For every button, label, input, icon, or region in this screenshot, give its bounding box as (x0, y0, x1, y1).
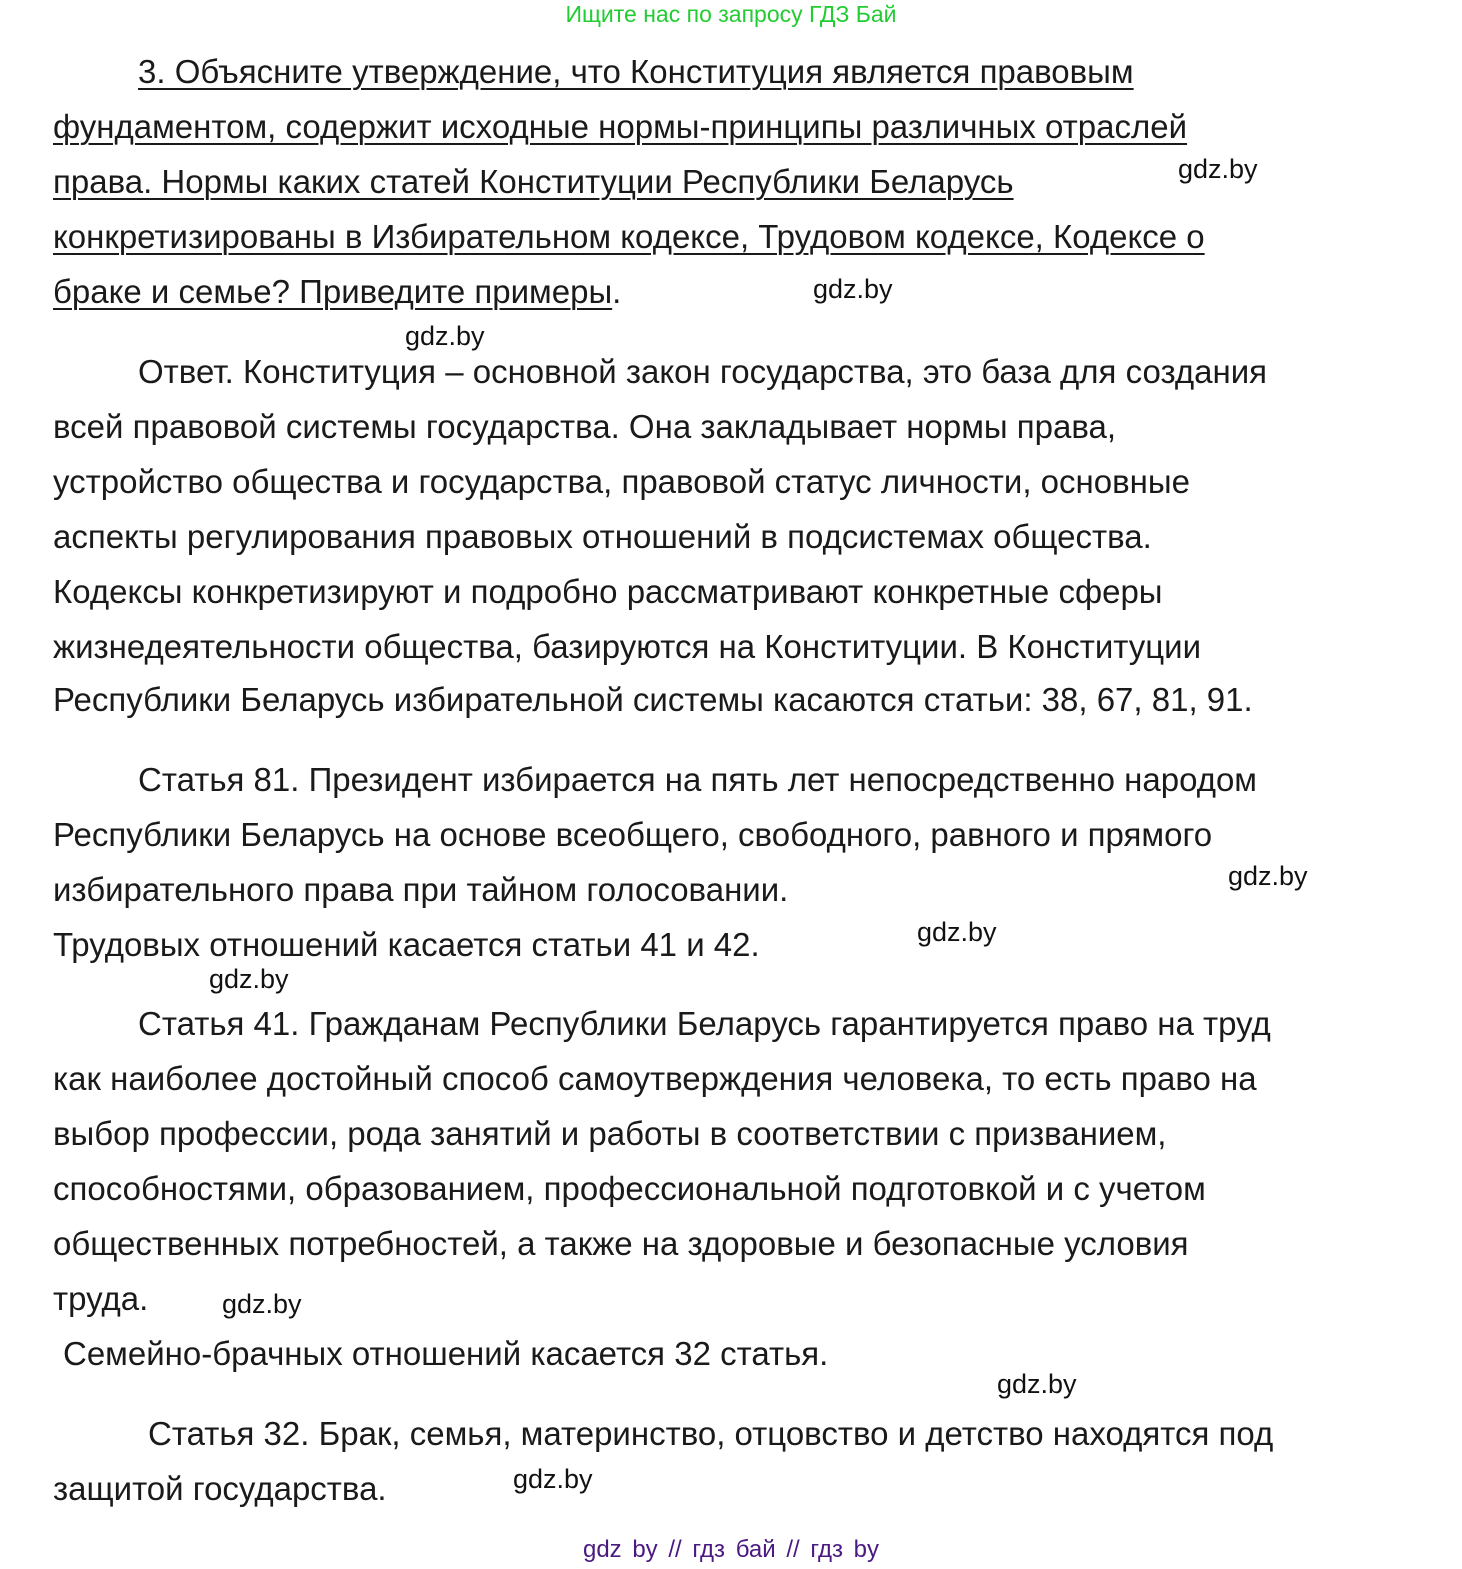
answer-line: аспекты регулирования правовых отношений в подсистемах общества. (53, 518, 1152, 555)
watermark: gdz.by (1228, 861, 1308, 891)
watermark: gdz.by (209, 964, 289, 994)
question-line (53, 272, 621, 312)
article41-line: труда. (53, 1280, 149, 1317)
watermark: gdz.by (405, 321, 485, 351)
article41-line: выбор профессии, рода занятий и работы в соответствии с призванием, (53, 1115, 1167, 1152)
watermark: gdz.by (513, 1464, 593, 1494)
watermark: gdz.by (997, 1369, 1077, 1399)
question-line: фундаментом, содержит исходные нормы-принципы различных отраслей (53, 108, 1188, 145)
article41-line: способностями, образованием, профессиональной подготовкой и с учетом (53, 1170, 1206, 1207)
article41-line: Статья 41. Гражданам Республики Беларусь гарантируется право на труд (138, 1005, 1271, 1042)
labor-intro: Трудовых отношений касается статьи 41 и 42. (53, 926, 760, 963)
question-line: 3. Объясните утверждение, что Конституция является правовым (138, 53, 1134, 90)
article32-line: защитой государства. (53, 1470, 387, 1507)
search-hint-header: Ищите нас по запросу ГДЗ Бай (565, 1, 897, 27)
watermark: gdz.by (1178, 154, 1258, 184)
article41-line: общественных потребностей, а также на здоровые и безопасные условия (53, 1225, 1189, 1262)
article32-line: Статья 32. Брак, семья, материнство, отцовство и детство находятся под (148, 1415, 1274, 1452)
family-intro: Семейно-брачных отношений касается 32 статья. (63, 1335, 829, 1372)
question-line: конкретизированы в Избирательном кодексе, Трудовом кодексе, Кодексе о (53, 218, 1205, 255)
footer-links: gdz by // гдз бай // гдз by (582, 1536, 880, 1563)
article41-line: как наиболее достойный способ самоутверждения человека, то есть право на (53, 1060, 1257, 1097)
answer-line: Ответ. Конституция – основной закон государства, это база для создания (138, 353, 1267, 390)
question-line: права. Нормы каких статей Конституции Республики Беларусь (53, 163, 1014, 200)
watermark: gdz.by (917, 917, 997, 947)
watermark: gdz.by (222, 1289, 302, 1319)
article81-line: избирательного права при тайном голосовании. (53, 871, 789, 908)
answer-line: жизнедеятельности общества, базируются на Конституции. В Конституции (53, 628, 1202, 665)
answer-line: устройство общества и государства, правовой статус личности, основные (53, 463, 1190, 500)
question-end-punct: . (612, 273, 622, 310)
article81-line: Республики Беларусь на основе всеобщего, свободного, равного и прямого (53, 816, 1213, 853)
answer-line: всей правовой системы государства. Она закладывает нормы права, (53, 408, 1117, 445)
watermark: gdz.by (813, 274, 893, 304)
answer-line: Республики Беларусь избирательной системы касаются статьи: 38, 67, 81, 91. (53, 681, 1253, 718)
question-last-text: браке и семье? Приведите примеры (53, 273, 613, 310)
article81-line: Статья 81. Президент избирается на пять лет непосредственно народом (138, 761, 1257, 798)
answer-line: Кодексы конкретизируют и подробно рассматривают конкретные сферы (53, 573, 1163, 610)
